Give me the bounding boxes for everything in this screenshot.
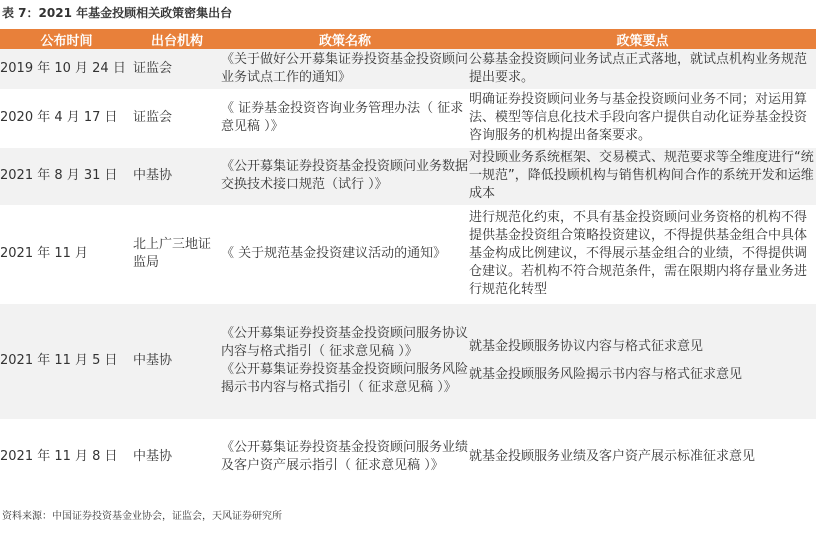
policy-name-text: 《关于做好公开募集证券投资基金投资顾问业务试点工作的通知》: [221, 51, 469, 85]
cell-org: 中基协: [133, 147, 221, 205]
header-date: 公布时间: [0, 29, 133, 49]
cell-date: 2021 年 8 月 31 日: [0, 147, 133, 205]
cell-date: 2020 年 4 月 17 日: [0, 89, 133, 147]
cell-policy-points: [469, 303, 816, 419]
spacer: [469, 356, 816, 366]
policy-point-text: 就基金投顾服务协议内容与格式征求意见: [469, 339, 704, 354]
source-note: 资料来源：中国证券投资基金业协会，证监会，天风证券研究所: [2, 511, 282, 522]
policy-table: [0, 29, 816, 496]
policy-point-text: 就基金投顾服务风险揭示书内容与格式征求意见: [469, 367, 743, 382]
policy-point-text: 明确证券投资顾问业务与基金投资顾问业务不同；对运用算法、模型等信息化技术手段向客户提供自动化证券基金投资咨询服务的机构提出备案要求。: [469, 92, 808, 143]
policy-name-text: 《 证券基金投资咨询业务管理办法（ 征求意见稿 ）》: [221, 101, 464, 134]
cell-policy-points: [469, 147, 816, 205]
cell-policy-name: [221, 89, 469, 147]
policy-point-text: 进行规范化约束，不具有基金投资顾问业务资格的机构不得提供基金投资组合策略投资建议，不得提供基金组合中具体基金构成比例建议，不得展示基金组合的业绩，不得提供调仓建议。若机构不符合规范条件，需在限期内将存量业务进行规范化转型: [469, 210, 808, 297]
table-row: [0, 205, 816, 303]
policy-point-text: 公募基金投资顾问业务试点正式落地，就试点机构业务规范提出要求。: [469, 51, 808, 85]
cell-org: 中基协: [133, 303, 221, 419]
cell-org: 北上广三地证监局: [133, 205, 221, 303]
table-row: [0, 147, 816, 205]
cell-org: 证监会: [133, 89, 221, 147]
header-org: 出台机构: [133, 29, 221, 49]
cell-policy-points: [469, 419, 816, 495]
cell-policy-points: [469, 49, 816, 89]
cell-policy-name: [221, 303, 469, 419]
table-row: [0, 303, 816, 419]
cell-policy-name: [221, 419, 469, 495]
cell-date: 2021 年 11 月 5 日: [0, 303, 133, 419]
table-row: [0, 419, 816, 495]
cell-policy-points: [469, 89, 816, 147]
policy-name-text: 《公开募集证券投资基金投资顾问服务业绩及客户资产展示指引（ 征求意见稿 ）》: [221, 440, 469, 473]
policy-point-text: 对投顾业务系统框架、交易模式、规范要求等全维度进行“统一规范”，降低投顾机构与销售机构间合作的系统开发和运维成本: [469, 150, 814, 201]
policy-point-text: 就基金投顾服务业绩及客户资产展示标准征求意见: [469, 449, 756, 464]
header-policy-name: 政策名称: [221, 29, 469, 49]
cell-policy-name: [221, 205, 469, 303]
table-header-row: [0, 29, 816, 49]
cell-org: 证监会: [133, 49, 221, 89]
cell-policy-points: [469, 205, 816, 303]
cell-date: 2021 年 11 月 8 日: [0, 419, 133, 495]
cell-date: 2019 年 10 月 24 日: [0, 49, 133, 89]
table-title: 表 7：2021 年基金投顾相关政策密集出台: [2, 6, 233, 20]
table-row: [0, 49, 816, 89]
policy-name-text: 《 关于规范基金投资建议活动的通知》: [221, 246, 447, 261]
header-policy-points: 政策要点: [469, 29, 816, 49]
cell-org: 中基协: [133, 419, 221, 495]
policy-name-text: 《公开募集证券投资基金投资顾问业务数据交换技术接口规范（试行 ）》: [221, 159, 469, 192]
policy-name-text: 《公开募集证券投资基金投资顾问服务风险揭示书内容与格式指引（ 征求意见稿 ）》: [221, 362, 469, 395]
cell-policy-name: [221, 147, 469, 205]
cell-policy-name: [221, 49, 469, 89]
cell-date: 2021 年 11 月: [0, 205, 133, 303]
policy-name-text: 《公开募集证券投资基金投资顾问服务协议内容与格式指引（ 征求意见稿 ）》: [221, 326, 469, 359]
table-row: [0, 89, 816, 147]
